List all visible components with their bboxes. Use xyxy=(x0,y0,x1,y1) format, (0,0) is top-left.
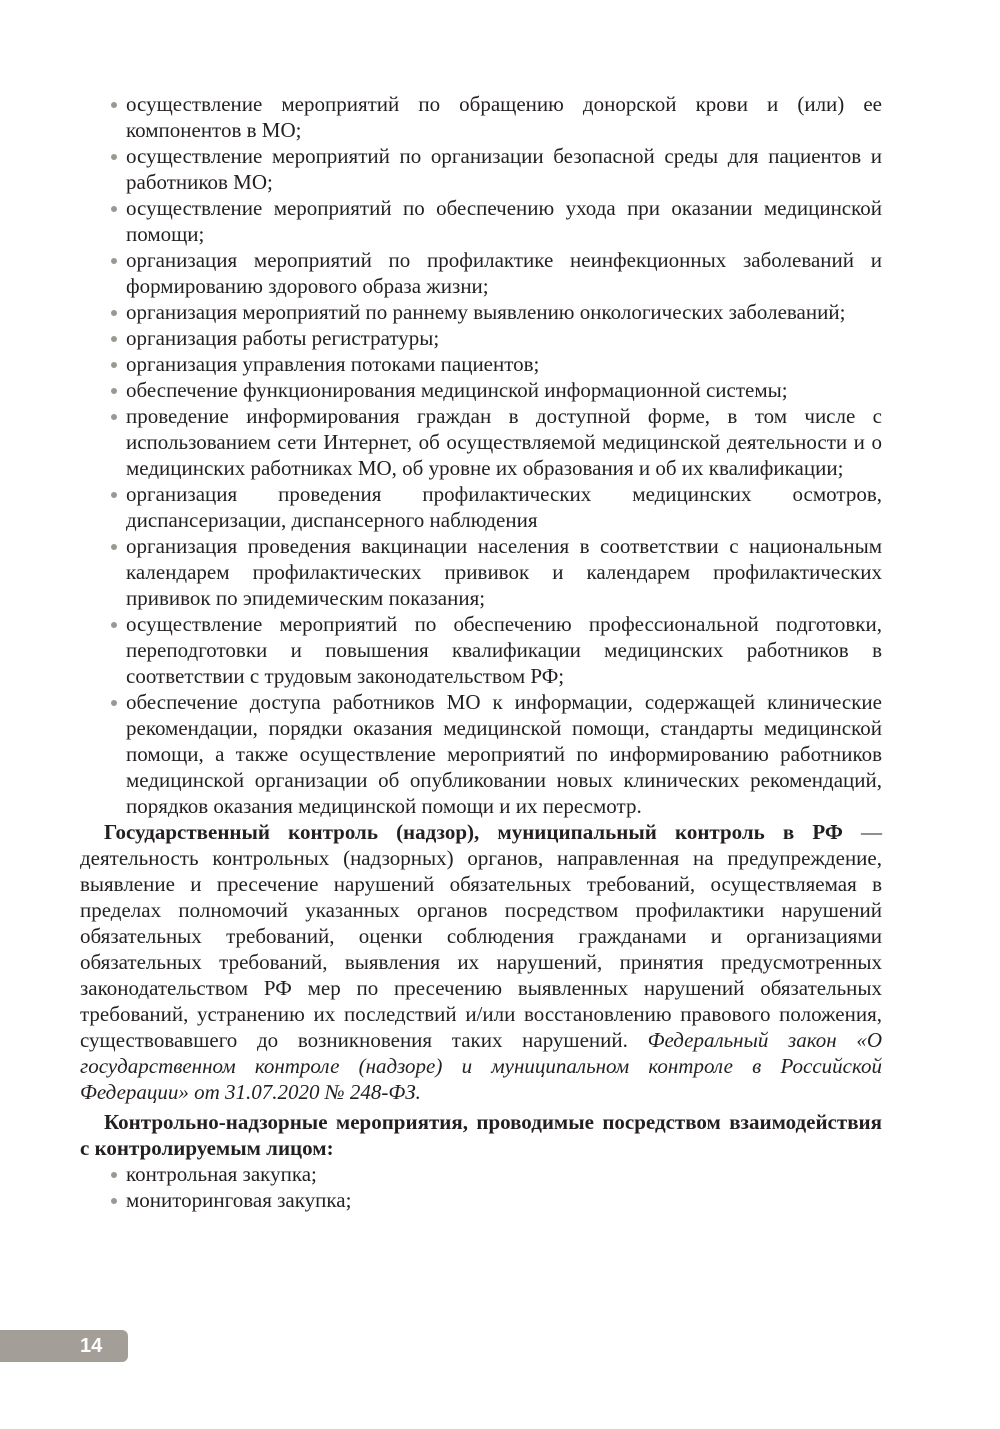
bullet-icon xyxy=(111,336,117,342)
bullet-icon xyxy=(111,102,117,108)
page-content xyxy=(80,91,882,1213)
list-item-text: мониторинговая закупка; xyxy=(126,1188,352,1212)
list-item xyxy=(110,195,882,247)
list-item xyxy=(110,689,882,819)
list-item-text: проведение информирования граждан в доступной форме, в том числе с использованием сети Интернет, об осуществляемой медицинской деятельности и о медицинских работниках МО, об уровне их образования и об их квалификации; xyxy=(126,404,882,480)
list-item-text: осуществление мероприятий по обращению донорской крови и (или) ее компонентов в МО; xyxy=(126,92,882,142)
definition-source: Федеральный закон «О государственном контроле (надзоре) и муниципальном контроле в Российской Федерации» от 31.07.2020 № 248-ФЗ. xyxy=(80,1028,882,1104)
section-heading xyxy=(80,1109,882,1161)
list-item xyxy=(110,1187,882,1213)
bullet-icon xyxy=(111,154,117,160)
list-item xyxy=(110,91,882,143)
definition-paragraph xyxy=(80,819,882,1105)
list-item-text: организация управления потоками пациентов; xyxy=(126,352,540,376)
bullet-icon xyxy=(111,1172,117,1178)
bullet-icon xyxy=(111,362,117,368)
list-item xyxy=(110,481,882,533)
bullet-icon xyxy=(111,544,117,550)
list-item-text: организация мероприятий по профилактике неинфекционных заболеваний и формированию здорового образа жизни; xyxy=(126,248,882,298)
bullet-icon xyxy=(111,310,117,316)
list-item-text: организация мероприятий по раннему выявлению онкологических заболеваний; xyxy=(126,300,846,324)
list-item xyxy=(110,351,882,377)
list-item-text: осуществление мероприятий по организации безопасной среды для пациентов и работников МО; xyxy=(126,144,882,194)
list-item xyxy=(110,247,882,299)
definition-body: — деятельность контрольных (надзорных) органов, направленная на предупреждение, выявление и пресечение нарушений обязательных требований, осуществляемая в пределах полномочий указанных органов посредством профилактики нарушений обязательных требований, оценки соблюдения гражданами и организациями обязательных требований, выявления их нарушений, принятия предусмотренных законодательством РФ мер по пресечению выявленных нарушений обязательных требований, устранению их последствий и/или восстановлению правового положения, существовавшего до возникновения таких нарушений. xyxy=(80,820,882,1052)
list-item-text: организация проведения профилактических медицинских осмотров, диспансеризации, диспансерного наблюдения xyxy=(126,482,882,532)
list-item-text: обеспечение функционирования медицинской информационной системы; xyxy=(126,378,788,402)
list-item xyxy=(110,611,882,689)
list-item-text: осуществление мероприятий по обеспечению профессиональной подготовки, переподготовки и повышения квалификации медицинских работников в соответствии с трудовым законодательством РФ; xyxy=(126,612,882,688)
list-item xyxy=(110,299,882,325)
list-item xyxy=(110,377,882,403)
list-item-text: контрольная закупка; xyxy=(126,1162,317,1186)
list-item xyxy=(110,143,882,195)
page-number: 14 xyxy=(0,1330,128,1362)
list-item xyxy=(110,1161,882,1187)
bullet-icon xyxy=(111,206,117,212)
list-item-text: осуществление мероприятий по обеспечению ухода при оказании медицинской помощи; xyxy=(126,196,882,246)
list-item-text: организация проведения вакцинации населения в соответствии с национальным календарем профилактических прививок и календарем профилактических прививок по эпидемическим показания; xyxy=(126,534,882,610)
list-item-text: обеспечение доступа работников МО к информации, содержащей клинические рекомендации, порядки оказания медицинской помощи, стандарты медицинской помощи, а также осуществление мероприятий по информированию работников медицинской организации об опубликовании новых клинических рекомендаций, порядков оказания медицинской помощи и их пересмотр. xyxy=(126,690,882,818)
bullet-icon xyxy=(111,258,117,264)
list-item xyxy=(110,533,882,611)
bullet-icon xyxy=(111,622,117,628)
section-heading-text: Контрольно-надзорные мероприятия, проводимые посредством взаимодействия с контролируемым лицом: xyxy=(80,1110,882,1160)
bullet-icon xyxy=(111,1198,117,1204)
list-item xyxy=(110,403,882,481)
list-item-text: организация работы регистратуры; xyxy=(126,326,440,350)
list-item xyxy=(110,325,882,351)
definition-term: Государственный контроль (надзор), муниципальный контроль в РФ xyxy=(104,820,843,844)
bullet-list-control-measures xyxy=(110,1161,882,1213)
bullet-icon xyxy=(111,492,117,498)
bullet-list-activities xyxy=(110,91,882,819)
bullet-icon xyxy=(111,700,117,706)
bullet-icon xyxy=(111,414,117,420)
bullet-icon xyxy=(111,388,117,394)
